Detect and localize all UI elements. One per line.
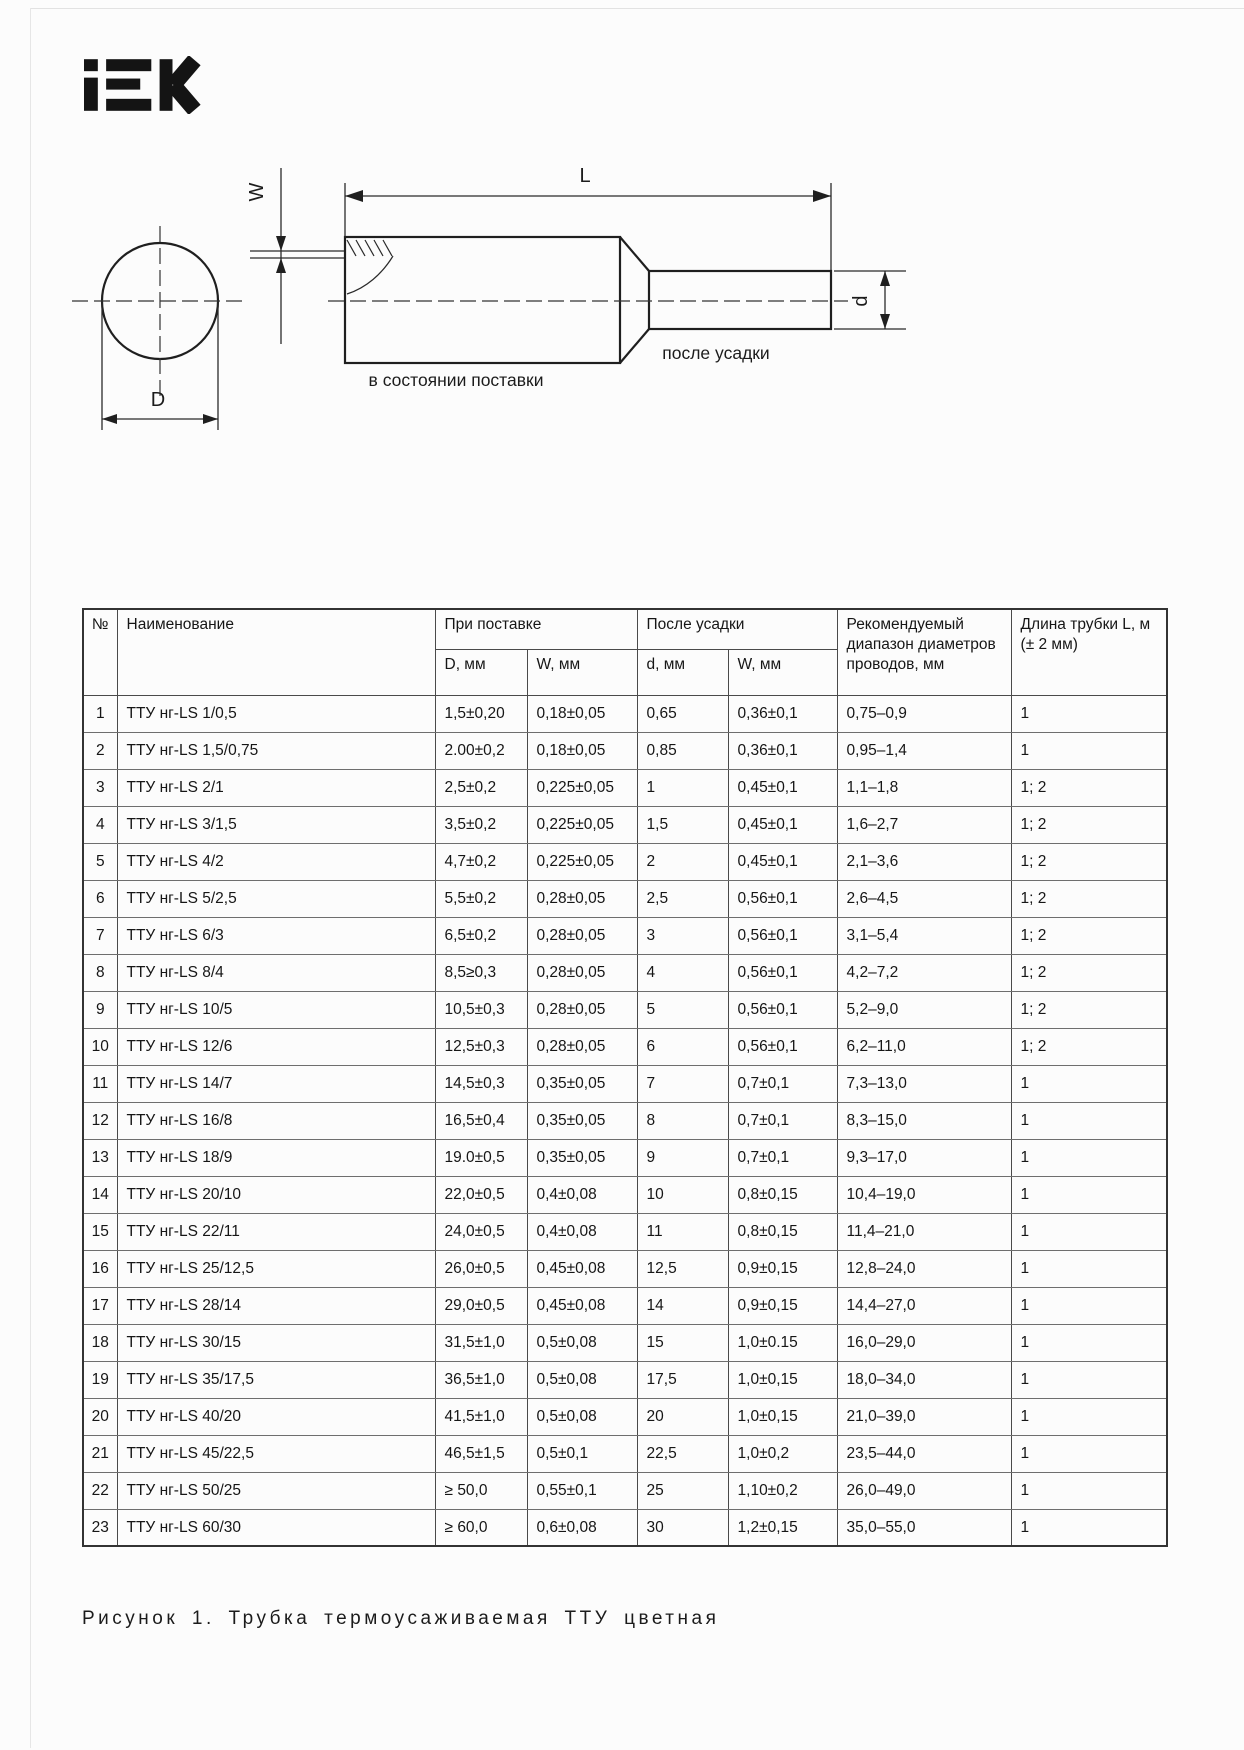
cell-num: 6 <box>83 880 117 917</box>
cell-W-shrunk: 0,7±0,1 <box>728 1102 837 1139</box>
cell-name: ТТУ нг-LS 14/7 <box>117 1065 435 1102</box>
cell-wire-range: 4,2–7,2 <box>837 954 1011 991</box>
header-range: Рекомендуемый диапазон диаметров проводов, мм <box>837 609 1011 695</box>
cell-W-supply: 0,6±0,08 <box>527 1509 637 1546</box>
cell-wire-range: 5,2–9,0 <box>837 991 1011 1028</box>
cell-D-supply: 1,5±0,20 <box>435 695 527 732</box>
cell-wire-range: 18,0–34,0 <box>837 1361 1011 1398</box>
dim-label-D: D <box>150 389 166 411</box>
cell-W-shrunk: 0,45±0,1 <box>728 806 837 843</box>
cell-W-supply: 0,28±0,05 <box>527 991 637 1028</box>
cell-W-shrunk: 0,56±0,1 <box>728 954 837 991</box>
cell-W-supply: 0,225±0,05 <box>527 806 637 843</box>
cell-d-shrunk: 4 <box>637 954 728 991</box>
cell-wire-range: 11,4–21,0 <box>837 1213 1011 1250</box>
cell-name: ТТУ нг-LS 1,5/0,75 <box>117 732 435 769</box>
cell-name: ТТУ нг-LS 28/14 <box>117 1287 435 1324</box>
cell-length: 1; 2 <box>1011 769 1167 806</box>
table-row <box>83 1361 1167 1398</box>
cell-wire-range: 1,1–1,8 <box>837 769 1011 806</box>
label-supply-state: в состоянии поставки <box>368 370 544 390</box>
header-col-d: d, мм <box>637 649 728 695</box>
cell-length: 1; 2 <box>1011 880 1167 917</box>
table-row <box>83 695 1167 732</box>
cell-D-supply: 41,5±1,0 <box>435 1398 527 1435</box>
cell-num: 7 <box>83 917 117 954</box>
cell-W-shrunk: 1,0±0,2 <box>728 1435 837 1472</box>
header-length: Длина трубки L, м (± 2 мм) <box>1011 609 1167 695</box>
cell-W-supply: 0,225±0,05 <box>527 769 637 806</box>
cell-wire-range: 2,1–3,6 <box>837 843 1011 880</box>
cell-name: ТТУ нг-LS 1/0,5 <box>117 695 435 732</box>
table-row <box>83 843 1167 880</box>
cell-num: 22 <box>83 1472 117 1509</box>
cell-W-supply: 0,28±0,05 <box>527 917 637 954</box>
cell-name: ТТУ нг-LS 20/10 <box>117 1176 435 1213</box>
cell-wire-range: 16,0–29,0 <box>837 1324 1011 1361</box>
cell-length: 1 <box>1011 732 1167 769</box>
cell-wire-range: 14,4–27,0 <box>837 1287 1011 1324</box>
cell-length: 1; 2 <box>1011 843 1167 880</box>
cell-num: 16 <box>83 1250 117 1287</box>
cell-D-supply: ≥ 50,0 <box>435 1472 527 1509</box>
cell-D-supply: 12,5±0,3 <box>435 1028 527 1065</box>
cell-W-supply: 0,4±0,08 <box>527 1176 637 1213</box>
cell-name: ТТУ нг-LS 50/25 <box>117 1472 435 1509</box>
cell-D-supply: 5,5±0,2 <box>435 880 527 917</box>
header-name: Наименование <box>117 609 435 695</box>
technical-drawing <box>0 0 1244 470</box>
table-row <box>83 917 1167 954</box>
cell-length: 1; 2 <box>1011 954 1167 991</box>
cell-num: 18 <box>83 1324 117 1361</box>
cell-W-supply: 0,5±0,08 <box>527 1324 637 1361</box>
cell-num: 13 <box>83 1139 117 1176</box>
cell-wire-range: 12,8–24,0 <box>837 1250 1011 1287</box>
cell-wire-range: 3,1–5,4 <box>837 917 1011 954</box>
cell-W-supply: 0,18±0,05 <box>527 695 637 732</box>
cell-num: 4 <box>83 806 117 843</box>
table-row <box>83 769 1167 806</box>
table-row <box>83 1509 1167 1546</box>
header-num: № <box>83 609 117 695</box>
cell-num: 19 <box>83 1361 117 1398</box>
cell-D-supply: 46,5±1,5 <box>435 1435 527 1472</box>
cell-num: 3 <box>83 769 117 806</box>
cell-W-shrunk: 0,45±0,1 <box>728 769 837 806</box>
cell-name: ТТУ нг-LS 5/2,5 <box>117 880 435 917</box>
cell-d-shrunk: 5 <box>637 991 728 1028</box>
cell-length: 1 <box>1011 1472 1167 1509</box>
table-row <box>83 806 1167 843</box>
tube-body-shrunk <box>649 271 831 329</box>
figure-caption: Рисунок 1. Трубка термоусаживаемая ТТУ цветная <box>82 1608 720 1629</box>
cell-wire-range: 26,0–49,0 <box>837 1472 1011 1509</box>
cell-W-supply: 0,225±0,05 <box>527 843 637 880</box>
cell-D-supply: 22,0±0,5 <box>435 1176 527 1213</box>
table-row <box>83 1398 1167 1435</box>
header-supply-group: При поставке <box>435 609 637 649</box>
cell-d-shrunk: 20 <box>637 1398 728 1435</box>
arrowhead-L-right <box>813 190 831 202</box>
cell-d-shrunk: 8 <box>637 1102 728 1139</box>
table-row <box>83 732 1167 769</box>
arrowhead-d-up <box>880 271 890 286</box>
cell-length: 1 <box>1011 1102 1167 1139</box>
cell-W-shrunk: 0,8±0,15 <box>728 1176 837 1213</box>
cell-name: ТТУ нг-LS 18/9 <box>117 1139 435 1176</box>
cell-wire-range: 7,3–13,0 <box>837 1065 1011 1102</box>
cell-W-supply: 0,45±0,08 <box>527 1287 637 1324</box>
cell-length: 1 <box>1011 1176 1167 1213</box>
taper-top <box>620 237 649 271</box>
table-row <box>83 1472 1167 1509</box>
cell-d-shrunk: 3 <box>637 917 728 954</box>
wall-hatch <box>347 240 392 256</box>
cell-d-shrunk: 0,85 <box>637 732 728 769</box>
cell-name: ТТУ нг-LS 10/5 <box>117 991 435 1028</box>
dim-label-L: L <box>579 165 591 187</box>
cell-d-shrunk: 1,5 <box>637 806 728 843</box>
cell-length: 1 <box>1011 1287 1167 1324</box>
table-row <box>83 991 1167 1028</box>
cell-W-supply: 0,35±0,05 <box>527 1139 637 1176</box>
cell-d-shrunk: 2,5 <box>637 880 728 917</box>
table-row <box>83 1213 1167 1250</box>
cell-d-shrunk: 2 <box>637 843 728 880</box>
cell-W-shrunk: 0,9±0,15 <box>728 1250 837 1287</box>
arrowhead-D-left <box>102 414 117 424</box>
cell-W-shrunk: 1,0±0,15 <box>728 1361 837 1398</box>
cell-wire-range: 2,6–4,5 <box>837 880 1011 917</box>
cell-length: 1 <box>1011 1435 1167 1472</box>
cell-num: 8 <box>83 954 117 991</box>
cell-D-supply: 19.0±0,5 <box>435 1139 527 1176</box>
cell-W-shrunk: 1,2±0,15 <box>728 1509 837 1546</box>
cell-num: 23 <box>83 1509 117 1546</box>
cell-d-shrunk: 14 <box>637 1287 728 1324</box>
cell-length: 1 <box>1011 1065 1167 1102</box>
cell-length: 1 <box>1011 1250 1167 1287</box>
cell-d-shrunk: 9 <box>637 1139 728 1176</box>
cell-W-supply: 0,55±0,1 <box>527 1472 637 1509</box>
cell-W-shrunk: 0,7±0,1 <box>728 1065 837 1102</box>
cell-length: 1 <box>1011 1139 1167 1176</box>
cell-W-supply: 0,35±0,05 <box>527 1102 637 1139</box>
header-col-W-supply: W, мм <box>527 649 637 695</box>
cell-D-supply: 36,5±1,0 <box>435 1361 527 1398</box>
cell-wire-range: 6,2–11,0 <box>837 1028 1011 1065</box>
cell-name: ТТУ нг-LS 12/6 <box>117 1028 435 1065</box>
cell-num: 10 <box>83 1028 117 1065</box>
cell-D-supply: 10,5±0,3 <box>435 991 527 1028</box>
cell-W-shrunk: 1,0±0,15 <box>728 1398 837 1435</box>
table-row <box>83 1176 1167 1213</box>
cell-wire-range: 10,4–19,0 <box>837 1176 1011 1213</box>
cell-W-supply: 0,4±0,08 <box>527 1213 637 1250</box>
cell-length: 1; 2 <box>1011 991 1167 1028</box>
spec-table <box>82 608 1168 1547</box>
spec-table-body <box>83 695 1167 1546</box>
cell-D-supply: 2,5±0,2 <box>435 769 527 806</box>
cell-W-supply: 0,5±0,1 <box>527 1435 637 1472</box>
cell-name: ТТУ нг-LS 4/2 <box>117 843 435 880</box>
cell-D-supply: 29,0±0,5 <box>435 1287 527 1324</box>
cell-wire-range: 0,95–1,4 <box>837 732 1011 769</box>
header-col-W-shrunk: W, мм <box>728 649 837 695</box>
cell-wire-range: 9,3–17,0 <box>837 1139 1011 1176</box>
cell-W-supply: 0,45±0,08 <box>527 1250 637 1287</box>
table-row <box>83 1139 1167 1176</box>
arrowhead-L-left <box>345 190 363 202</box>
cell-wire-range: 23,5–44,0 <box>837 1435 1011 1472</box>
cell-W-shrunk: 1,0±0.15 <box>728 1324 837 1361</box>
cell-num: 11 <box>83 1065 117 1102</box>
cell-d-shrunk: 11 <box>637 1213 728 1250</box>
cell-name: ТТУ нг-LS 8/4 <box>117 954 435 991</box>
cell-W-supply: 0,35±0,05 <box>527 1065 637 1102</box>
cell-d-shrunk: 1 <box>637 769 728 806</box>
header-shrunk-group: После усадки <box>637 609 837 649</box>
cell-D-supply: 6,5±0,2 <box>435 917 527 954</box>
arrowhead-D-right <box>203 414 218 424</box>
table-row <box>83 880 1167 917</box>
cell-name: ТТУ нг-LS 6/3 <box>117 917 435 954</box>
cell-wire-range: 21,0–39,0 <box>837 1398 1011 1435</box>
cell-D-supply: 14,5±0,3 <box>435 1065 527 1102</box>
cell-d-shrunk: 12,5 <box>637 1250 728 1287</box>
cell-length: 1 <box>1011 695 1167 732</box>
table-row <box>83 1324 1167 1361</box>
cell-D-supply: 31,5±1,0 <box>435 1324 527 1361</box>
cell-d-shrunk: 25 <box>637 1472 728 1509</box>
cell-num: 20 <box>83 1398 117 1435</box>
cell-wire-range: 1,6–2,7 <box>837 806 1011 843</box>
cell-D-supply: 8,5≥0,3 <box>435 954 527 991</box>
dim-label-d: d <box>850 295 872 307</box>
cutaway-curve <box>347 256 393 294</box>
cell-num: 2 <box>83 732 117 769</box>
cell-name: ТТУ нг-LS 22/11 <box>117 1213 435 1250</box>
arrowhead-d-down <box>880 314 890 329</box>
cell-D-supply: 2.00±0,2 <box>435 732 527 769</box>
cell-name: ТТУ нг-LS 45/22,5 <box>117 1435 435 1472</box>
cell-W-supply: 0,28±0,05 <box>527 1028 637 1065</box>
cell-name: ТТУ нг-LS 25/12,5 <box>117 1250 435 1287</box>
table-row <box>83 1065 1167 1102</box>
spec-table-header <box>83 609 1167 695</box>
cell-wire-range: 8,3–15,0 <box>837 1102 1011 1139</box>
cell-name: ТТУ нг-LS 30/15 <box>117 1324 435 1361</box>
tube-body-supply <box>345 237 620 363</box>
cell-D-supply: ≥ 60,0 <box>435 1509 527 1546</box>
cell-D-supply: 24,0±0,5 <box>435 1213 527 1250</box>
cell-W-supply: 0,5±0,08 <box>527 1398 637 1435</box>
table-row <box>83 1435 1167 1472</box>
cell-num: 9 <box>83 991 117 1028</box>
cell-length: 1 <box>1011 1398 1167 1435</box>
cell-D-supply: 16,5±0,4 <box>435 1102 527 1139</box>
table-row <box>83 1287 1167 1324</box>
cell-d-shrunk: 7 <box>637 1065 728 1102</box>
cell-wire-range: 35,0–55,0 <box>837 1509 1011 1546</box>
arrowhead-W-down <box>276 236 286 251</box>
table-row <box>83 954 1167 991</box>
cell-W-shrunk: 0,56±0,1 <box>728 917 837 954</box>
cell-name: ТТУ нг-LS 40/20 <box>117 1398 435 1435</box>
cell-W-shrunk: 0,36±0,1 <box>728 695 837 732</box>
cell-W-shrunk: 0,45±0,1 <box>728 843 837 880</box>
cell-length: 1; 2 <box>1011 806 1167 843</box>
cell-W-supply: 0,28±0,05 <box>527 880 637 917</box>
cell-num: 1 <box>83 695 117 732</box>
cell-num: 14 <box>83 1176 117 1213</box>
cell-name: ТТУ нг-LS 16/8 <box>117 1102 435 1139</box>
cell-D-supply: 4,7±0,2 <box>435 843 527 880</box>
label-shrunk-state: после усадки <box>662 343 770 363</box>
table-row <box>83 1102 1167 1139</box>
dim-label-W: W <box>246 182 268 202</box>
cell-num: 12 <box>83 1102 117 1139</box>
cell-W-shrunk: 1,10±0,2 <box>728 1472 837 1509</box>
cell-d-shrunk: 0,65 <box>637 695 728 732</box>
cell-length: 1 <box>1011 1509 1167 1546</box>
cell-W-shrunk: 0,56±0,1 <box>728 880 837 917</box>
cell-W-shrunk: 0,36±0,1 <box>728 732 837 769</box>
cell-name: ТТУ нг-LS 35/17,5 <box>117 1361 435 1398</box>
table-row <box>83 1028 1167 1065</box>
cell-d-shrunk: 6 <box>637 1028 728 1065</box>
taper-bottom <box>620 329 649 363</box>
cell-length: 1; 2 <box>1011 1028 1167 1065</box>
cell-W-supply: 0,18±0,05 <box>527 732 637 769</box>
cell-length: 1 <box>1011 1361 1167 1398</box>
cell-wire-range: 0,75–0,9 <box>837 695 1011 732</box>
cell-name: ТТУ нг-LS 3/1,5 <box>117 806 435 843</box>
cell-name: ТТУ нг-LS 2/1 <box>117 769 435 806</box>
cell-d-shrunk: 30 <box>637 1509 728 1546</box>
cell-d-shrunk: 22,5 <box>637 1435 728 1472</box>
cell-W-shrunk: 0,56±0,1 <box>728 991 837 1028</box>
header-col-D: D, мм <box>435 649 527 695</box>
cell-length: 1; 2 <box>1011 917 1167 954</box>
cell-W-shrunk: 0,56±0,1 <box>728 1028 837 1065</box>
arrowhead-W-up <box>276 258 286 273</box>
cell-d-shrunk: 15 <box>637 1324 728 1361</box>
cell-length: 1 <box>1011 1213 1167 1250</box>
cell-W-supply: 0,28±0,05 <box>527 954 637 991</box>
cell-num: 15 <box>83 1213 117 1250</box>
cell-W-shrunk: 0,9±0,15 <box>728 1287 837 1324</box>
cell-W-supply: 0,5±0,08 <box>527 1361 637 1398</box>
cell-W-shrunk: 0,7±0,1 <box>728 1139 837 1176</box>
cell-length: 1 <box>1011 1324 1167 1361</box>
cell-D-supply: 3,5±0,2 <box>435 806 527 843</box>
cell-num: 17 <box>83 1287 117 1324</box>
cell-W-shrunk: 0,8±0,15 <box>728 1213 837 1250</box>
table-row <box>83 1250 1167 1287</box>
cell-d-shrunk: 10 <box>637 1176 728 1213</box>
cell-d-shrunk: 17,5 <box>637 1361 728 1398</box>
cell-D-supply: 26,0±0,5 <box>435 1250 527 1287</box>
cell-num: 5 <box>83 843 117 880</box>
cell-num: 21 <box>83 1435 117 1472</box>
cell-name: ТТУ нг-LS 60/30 <box>117 1509 435 1546</box>
